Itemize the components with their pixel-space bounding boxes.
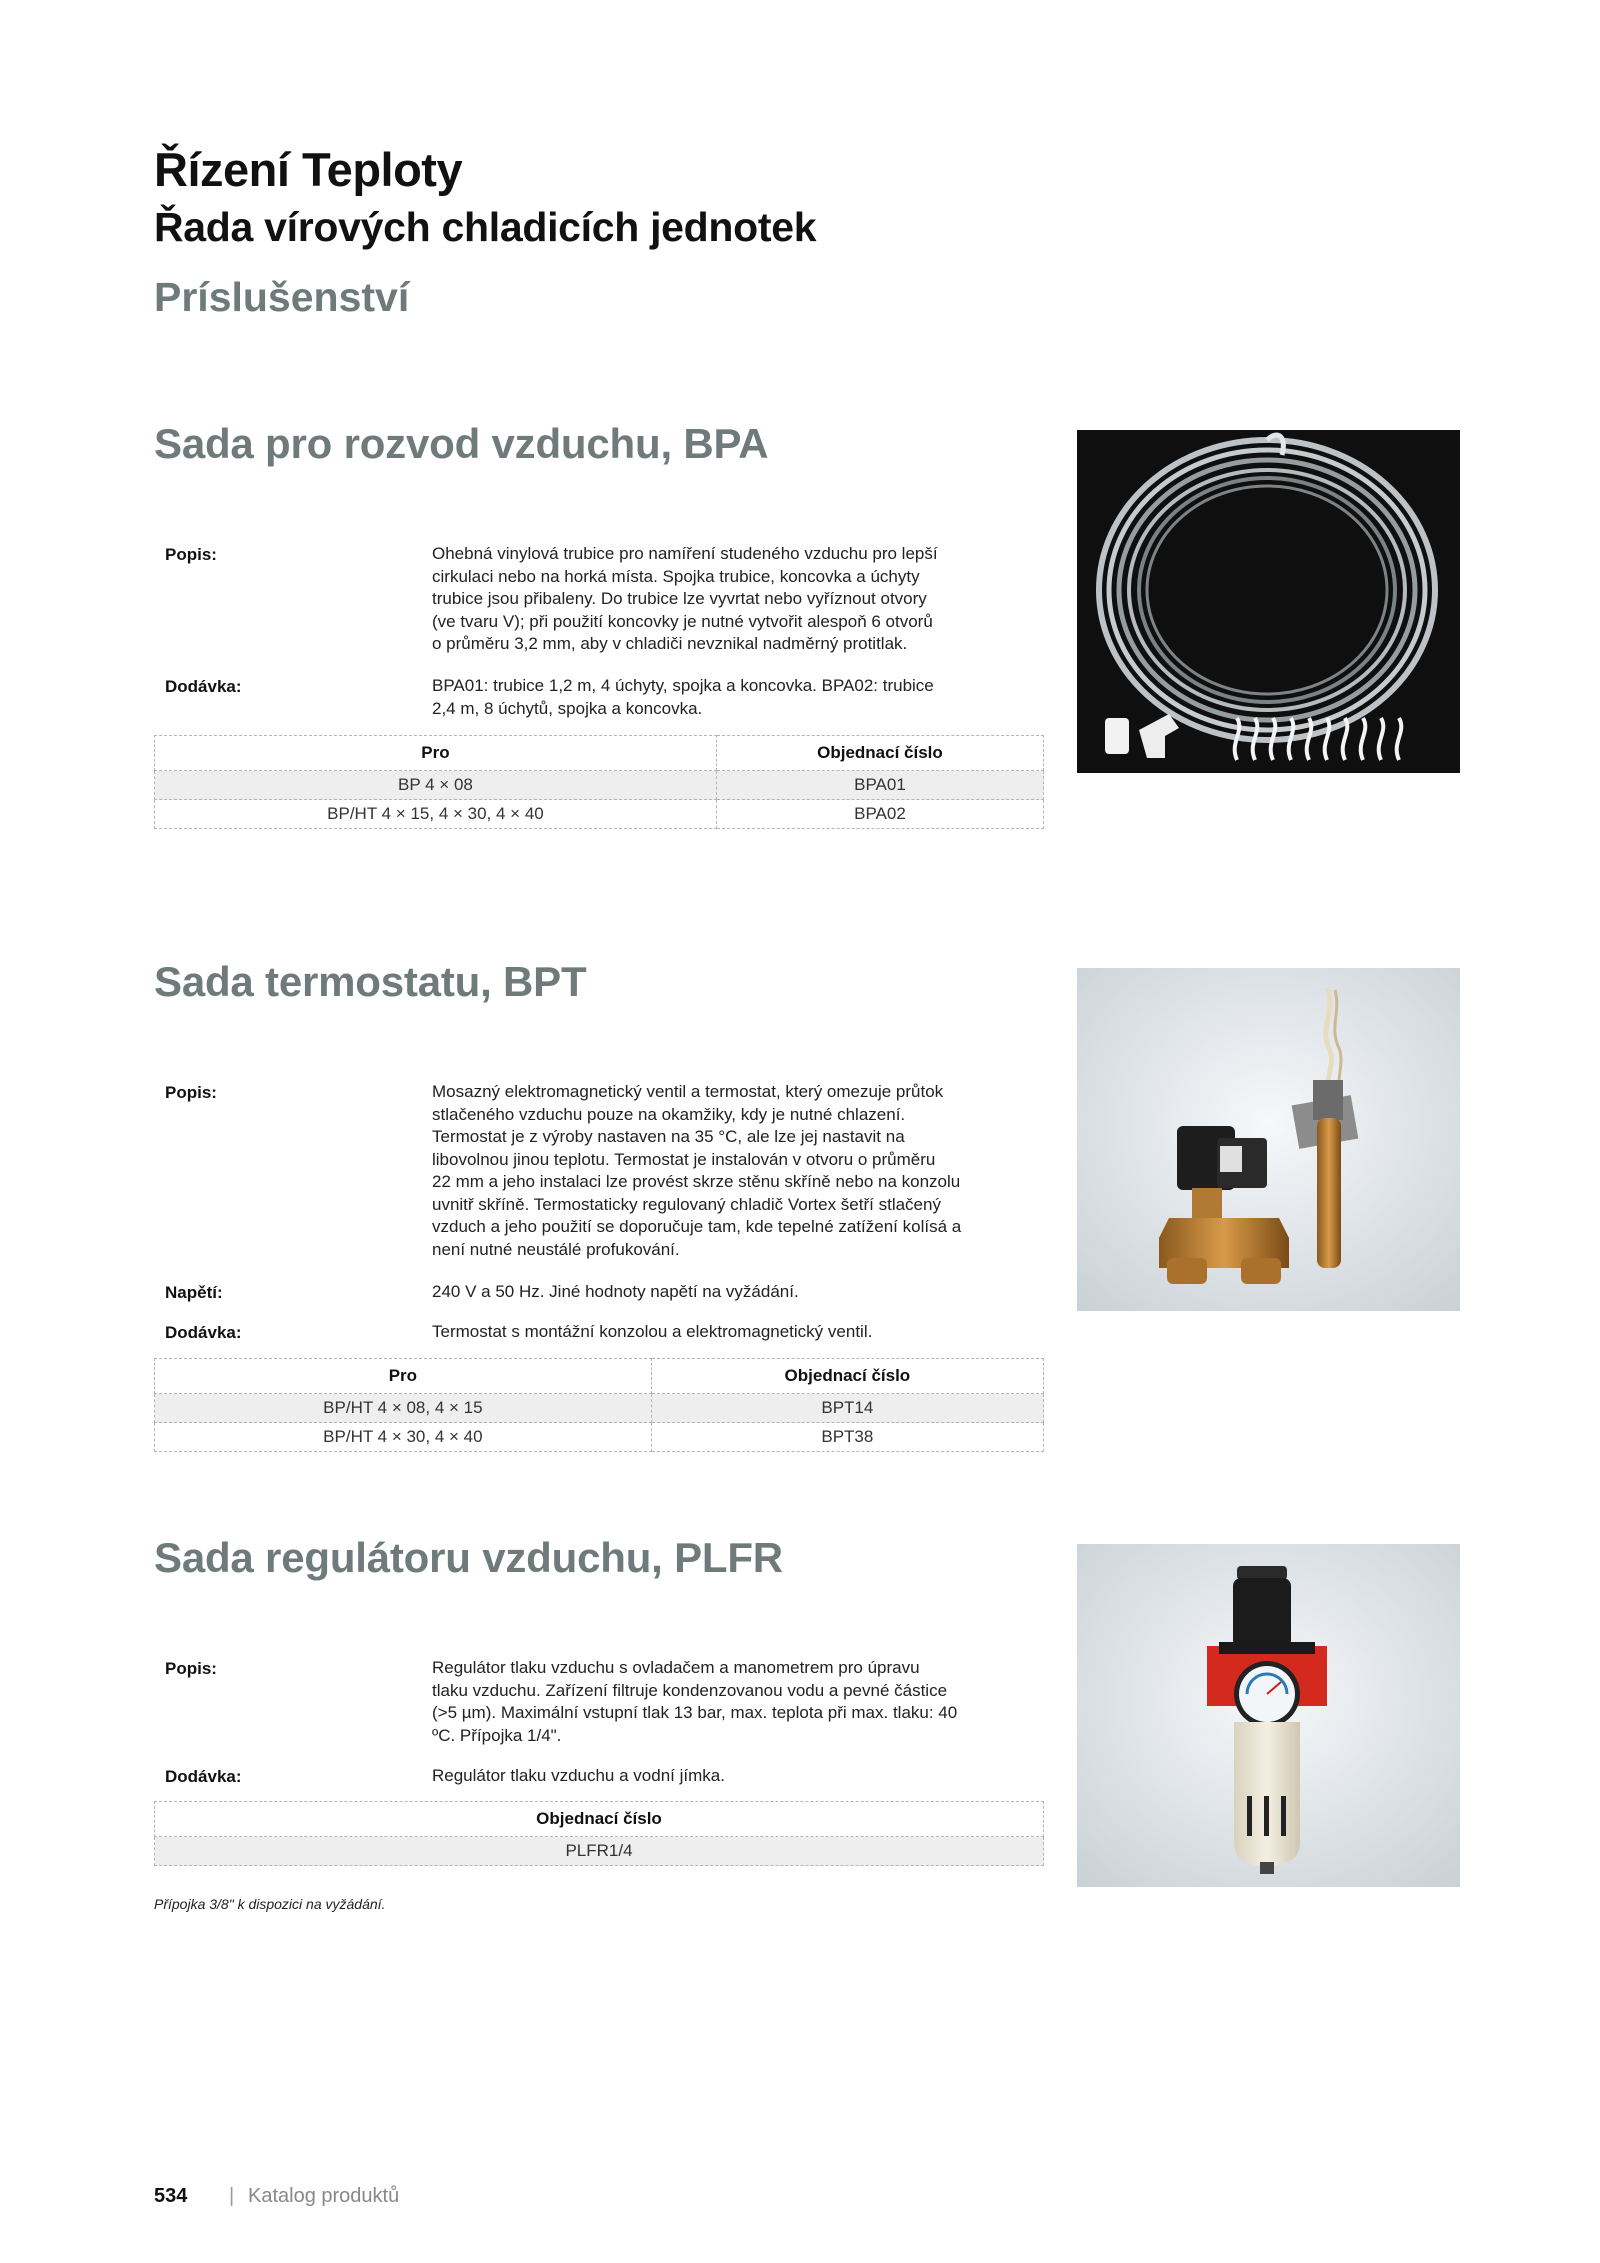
page-title: Řízení Teploty: [154, 143, 463, 196]
description-text: Mosazný elektromagnetický ventil a termostat, který omezuje průtok stlačeného vzduchu pouze na okamžiky, kdy je nutné chlazení. Termostat je z výroby nastaven na 35 °C, ale lze jej nastavit na libovolnou jinou teplotu. Termostat je instalován v otvoru o průměru 22 mm a jeho instalaci lze provést skrze stěnu skříně nebo na konzolu uvnitř skříně. Termostaticky regulovaný chladič Vortex šetří stlačený vzduch a jeho použití se doporučuje tam, kde tepelné zatížení kolísá a není nutné neustálé profukování.: [432, 1082, 962, 1259]
table-header: Pro: [155, 736, 717, 771]
section-heading: Príslušenství: [154, 274, 410, 320]
label-popis: Popis:: [165, 545, 217, 564]
order-table-bpa: [154, 735, 1044, 829]
table-row: PLFR1/4: [155, 1837, 1044, 1866]
delivery-text: BPA01: trubice 1,2 m, 4 úchyty, spojka a koncovka. BPA02: trubice 2,4 m, 8 úchytů, spojka a koncovka.: [432, 676, 934, 718]
table-header: Objednací číslo: [716, 736, 1043, 771]
label-dodavka: Dodávka:: [165, 1767, 242, 1786]
description-text: Ohebná vinylová trubice pro namíření studeného vzduchu pro lepší cirkulaci nebo na horká místa. Spojka trubice, koncovka a úchyty trubice jsou přibaleny. Do trubice lze vyvrtat nebo vyříznout otvory (ve tvaru V); při použití koncovky je nutné vytvořit alespoň 6 otvorů o průměru 3,2 mm, aby v chladiči nevznikal nadměrný protitlak.: [432, 544, 938, 653]
page-number: 534: [154, 2185, 188, 2207]
footnote: Přípojka 3/8" k dispozici na vyžádání.: [154, 1896, 386, 1912]
thermostat-solenoid-valve-photo: [1077, 968, 1460, 1311]
delivery-text: Regulátor tlaku vzduchu a vodní jímka.: [432, 1766, 725, 1785]
table-row: BP/HT 4 × 08, 4 × 15 BPT14: [155, 1394, 1044, 1423]
catalog-label: Katalog produktů: [248, 2185, 400, 2207]
vinyl-tubing-kit-photo: [1077, 430, 1460, 773]
table-row: BP 4 × 08 BPA01: [155, 771, 1044, 800]
section-title-bpa: Sada pro rozvod vzduchu, BPA: [154, 420, 769, 467]
table-header: Objednací číslo: [155, 1802, 1044, 1837]
table-header: Objednací číslo: [651, 1359, 1043, 1394]
label-popis: Popis:: [165, 1083, 217, 1102]
table-header: Pro: [155, 1359, 652, 1394]
page-subtitle: Řada vírových chladicích jednotek: [154, 204, 817, 250]
order-table-plfr: [154, 1801, 1044, 1866]
label-dodavka: Dodávka:: [165, 677, 242, 696]
label-dodavka: Dodávka:: [165, 1323, 242, 1342]
section-title-plfr: Sada regulátoru vzduchu, PLFR: [154, 1534, 783, 1581]
table-row: BP/HT 4 × 30, 4 × 40 BPT38: [155, 1423, 1044, 1452]
order-table-bpt: [154, 1358, 1044, 1452]
section-title-bpt: Sada termostatu, BPT: [154, 958, 587, 1005]
table-row: BP/HT 4 × 15, 4 × 30, 4 × 40 BPA02: [155, 800, 1044, 829]
air-regulator-gauge-photo: [1077, 1544, 1460, 1887]
description-text: Regulátor tlaku vzduchu s ovladačem a manometrem pro úpravu tlaku vzduchu. Zařízení filtruje kondenzovanou vodu a pevné částice (>5 µm). Maximální vstupní tlak 13 bar, max. teplota při max. tlaku: 40 ºC. Přípojka 1/4".: [432, 1658, 958, 1745]
voltage-text: 240 V a 50 Hz. Jiné hodnoty napětí na vyžádání.: [432, 1282, 799, 1301]
footer-separator: |: [229, 2185, 235, 2207]
label-napeti: Napětí:: [165, 1283, 223, 1302]
delivery-text: Termostat s montážní konzolou a elektromagnetický ventil.: [432, 1322, 873, 1341]
label-popis: Popis:: [165, 1659, 217, 1678]
